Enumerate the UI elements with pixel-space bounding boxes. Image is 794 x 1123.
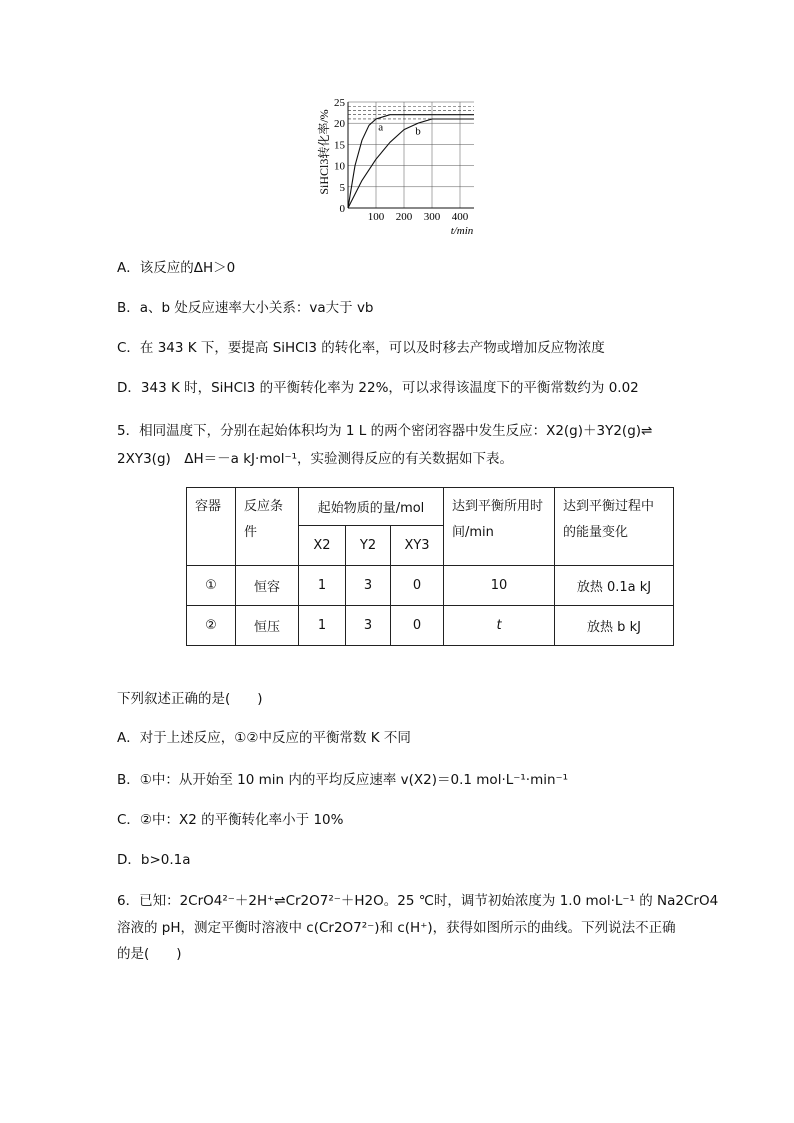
x-tick-label: 300 xyxy=(423,211,441,223)
q4-option-a: A．该反应的ΔH＞0 xyxy=(117,260,236,276)
q5-stem-line2: 2XY3(g) ΔH＝－a kJ·mol⁻¹，实验测得反应的有关数据如下表。 xyxy=(117,451,514,467)
y-tick-label: 20 xyxy=(334,118,345,131)
table-row xyxy=(187,606,674,646)
cell-condition: 恒压 xyxy=(236,606,299,646)
x-tick-label: 100 xyxy=(367,211,385,223)
cell-x2: 1 xyxy=(299,566,346,606)
y-tick-label: 25 xyxy=(334,97,345,109)
y-tick-label: 5 xyxy=(339,181,345,194)
th-energy: 达到平衡过程中的能量变化 xyxy=(555,488,674,566)
q5-stem-line1: 5．相同温度下，分别在起始体积均为 1 L 的两个密闭容器中发生反应：X2(g)＋3Y2(g)⇌ xyxy=(117,423,653,439)
series-curve-a xyxy=(348,115,474,208)
y-axis-label: SiHCl3转化率/% xyxy=(317,109,331,195)
q5-option-b: B．①中：从开始至 10 min 内的平均反应速率 v(X2)＝0.1 mol·L⁻¹·min⁻¹ xyxy=(117,772,569,788)
q6-stem-line2: 溶液的 pH，测定平衡时溶液中 c(Cr2O7²⁻)和 c(H⁺)，获得如图所示的曲线。下列说法不正确 xyxy=(117,920,676,936)
cell-time: t xyxy=(444,606,555,646)
q4-option-c: C．在 343 K 下，要提高 SiHCl3 的转化率，可以及时移去产物或增加反应物浓度 xyxy=(117,340,605,356)
th-xy3: XY3 xyxy=(391,526,444,566)
cell-condition: 恒容 xyxy=(236,566,299,606)
th-start-amount: 起始物质的量/mol xyxy=(299,488,444,526)
q5-data-table xyxy=(186,487,674,646)
th-container: 容器 xyxy=(187,488,236,566)
x-axis-label: t/min xyxy=(450,225,474,237)
th-y2: Y2 xyxy=(346,526,391,566)
cell-xy3: 0 xyxy=(391,566,444,606)
th-time: 达到平衡所用时间/min xyxy=(444,488,555,566)
th-x2: X2 xyxy=(299,526,346,566)
q5-option-d: D．b>0.1a xyxy=(117,852,191,868)
cell-id: ② xyxy=(187,606,236,646)
q5-prompt: 下列叙述正确的是( ) xyxy=(117,691,263,707)
q5-option-c: C．②中：X2 的平衡转化率小于 10% xyxy=(117,812,344,828)
table-row xyxy=(187,566,674,606)
curve-label-a: a xyxy=(378,121,384,134)
cell-id: ① xyxy=(187,566,236,606)
q5-option-a: A．对于上述反应，①②中反应的平衡常数 K 不同 xyxy=(117,730,411,746)
cell-energy: 放热 b kJ xyxy=(555,606,674,646)
cell-energy: 放热 0.1a kJ xyxy=(555,566,674,606)
q4-option-b: B．a、b 处反应速率大小关系：va大于 vb xyxy=(117,300,374,316)
cell-y2: 3 xyxy=(346,566,391,606)
x-tick-label: 200 xyxy=(395,211,413,223)
cell-y2: 3 xyxy=(346,606,391,646)
q4-option-d: D．343 K 时，SiHCl3 的平衡转化率为 22%，可以求得该温度下的平衡常数约为 0.02 xyxy=(117,380,639,396)
y-tick-label: 0 xyxy=(339,203,345,215)
y-tick-label: 10 xyxy=(334,160,345,173)
cell-xy3: 0 xyxy=(391,606,444,646)
q6-stem-line3: 的是( ) xyxy=(117,946,182,962)
series-curve-b xyxy=(348,119,474,208)
th-condition: 反应条件 xyxy=(236,488,299,566)
curve-label-b: b xyxy=(415,125,421,138)
cell-time: 10 xyxy=(444,566,555,606)
cell-x2: 1 xyxy=(299,606,346,646)
conversion-chart xyxy=(312,94,492,242)
q6-stem-line1: 6．已知：2CrO4²⁻＋2H⁺⇌Cr2O7²⁻＋H2O。25 ℃时，调节初始浓度为 1.0 mol·L⁻¹ 的 Na2CrO4 xyxy=(117,893,719,909)
x-tick-label: 400 xyxy=(451,211,469,223)
y-tick-label: 15 xyxy=(334,139,345,152)
